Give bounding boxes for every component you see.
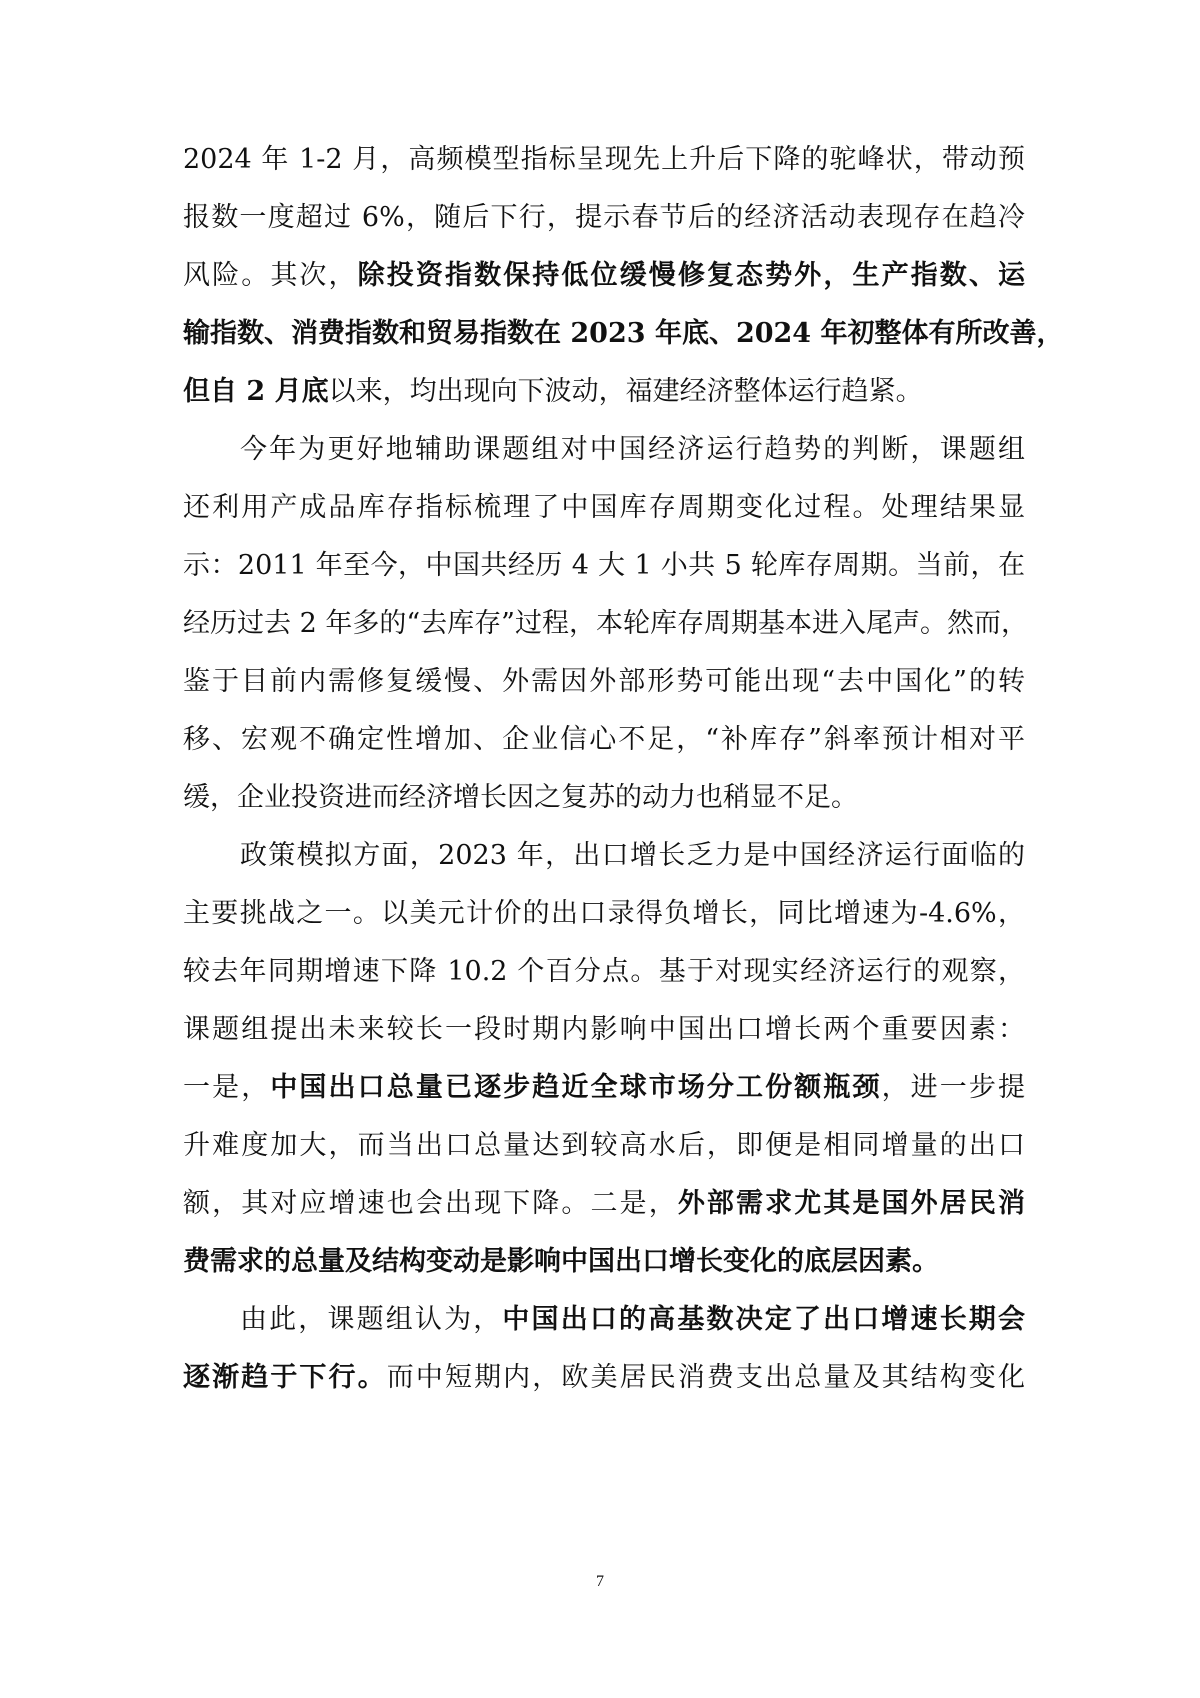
- text-segment: 政策模拟方面，2023 年，出口增长乏力是中国经济运行面临的: [240, 840, 1025, 871]
- text-line: [183, 546, 1025, 586]
- text-line: [183, 1010, 1025, 1050]
- text-line: [240, 836, 1025, 876]
- text-line: [183, 662, 1025, 702]
- text-line: [183, 488, 1025, 528]
- bold-text-segment: 中国出口总量已逐步趋近全球市场分工份额瓶颈: [270, 1072, 882, 1103]
- text-line: [183, 1068, 1025, 1108]
- text-line: [183, 140, 1025, 180]
- text-line: [240, 1300, 1025, 1340]
- text-line: [183, 314, 1064, 354]
- text-segment: 2024 年 1-2 月，高频模型指标呈现先上升后下降的驼峰状，带动预: [183, 144, 1025, 175]
- text-segment: 而中短期内，欧美居民消费支出总量及其结构变化: [386, 1362, 1025, 1393]
- text-segment: 还利用产成品库存指标梳理了中国库存周期变化过程。处理结果显: [183, 492, 1025, 523]
- text-line: [240, 430, 1025, 470]
- text-segment: 额，其对应增速也会出现下降。二是，: [183, 1188, 678, 1219]
- bold-text-segment: 外部需求尤其是国外居民消: [677, 1188, 1026, 1219]
- text-line: [183, 894, 1025, 934]
- bold-text-segment: 输指数、消费指数和贸易指数在 2023 年底、2024 年初整体有所改善，: [183, 318, 1064, 349]
- bold-text-segment: 中国出口的高基数决定了出口增速长期会: [502, 1304, 1026, 1335]
- text-segment: 今年为更好地辅助课题组对中国经济运行趋势的判断，课题组: [240, 434, 1025, 465]
- text-line: [183, 720, 1025, 760]
- text-segment: ，进一步提: [881, 1072, 1026, 1103]
- text-segment: 升难度加大，而当出口总量达到较高水后，即便是相同增量的出口: [183, 1130, 1025, 1161]
- text-segment: 一是，: [183, 1072, 271, 1103]
- text-line: [183, 1242, 1025, 1282]
- text-line: [183, 1358, 1025, 1398]
- text-segment: 主要挑战之一。以美元计价的出口录得负增长，同比增速为-4.6%，: [183, 898, 1025, 929]
- text-line: [183, 198, 1025, 238]
- text-segment: 以来，均出现向下波动，福建经济整体运行趋紧。: [328, 376, 923, 407]
- text-line: [183, 1126, 1025, 1166]
- bold-text-segment: 除投资指数保持低位缓慢修复态势外，生产指数、运: [357, 260, 1026, 291]
- text-segment: 较去年同期增速下降 10.2 个百分点。基于对现实经济运行的观察，: [183, 956, 1025, 987]
- text-segment: 风险。其次，: [183, 260, 358, 291]
- text-line: [183, 952, 1025, 992]
- text-line: [183, 1184, 1025, 1224]
- bold-text-segment: 逐渐趋于下行。: [183, 1362, 387, 1393]
- text-segment: 课题组提出未来较长一段时期内影响中国出口增长两个重要因素：: [183, 1014, 1025, 1045]
- text-segment: 示：2011 年至今，中国共经历 4 大 1 小共 5 轮库存周期。当前，在: [183, 550, 1025, 581]
- text-segment: 由此，课题组认为，: [240, 1304, 503, 1335]
- text-line: [183, 256, 1025, 296]
- bold-text-segment: 费需求的总量及结构变动是影响中国出口增长变化的底层因素。: [183, 1246, 939, 1277]
- text-segment: 移、宏观不确定性增加、企业信心不足，“补库存”斜率预计相对平: [183, 724, 1025, 755]
- text-segment: 鉴于目前内需修复缓慢、外需因外部形势可能出现“去中国化”的转: [183, 666, 1025, 697]
- page-number: 7: [596, 1573, 604, 1590]
- text-segment: 经历过去 2 年多的“去库存”过程，本轮库存周期基本进入尾声。然而，: [183, 608, 1028, 639]
- bold-text-segment: 但自 2 月底: [183, 376, 329, 407]
- text-line: [183, 778, 1025, 818]
- text-segment: 缓，企业投资进而经济增长因之复苏的动力也稍显不足。: [183, 782, 858, 813]
- text-segment: 报数一度超过 6%，随后下行，提示春节后的经济活动表现存在趋冷: [183, 202, 1025, 233]
- text-line: [183, 372, 1025, 412]
- text-line: [183, 604, 1028, 644]
